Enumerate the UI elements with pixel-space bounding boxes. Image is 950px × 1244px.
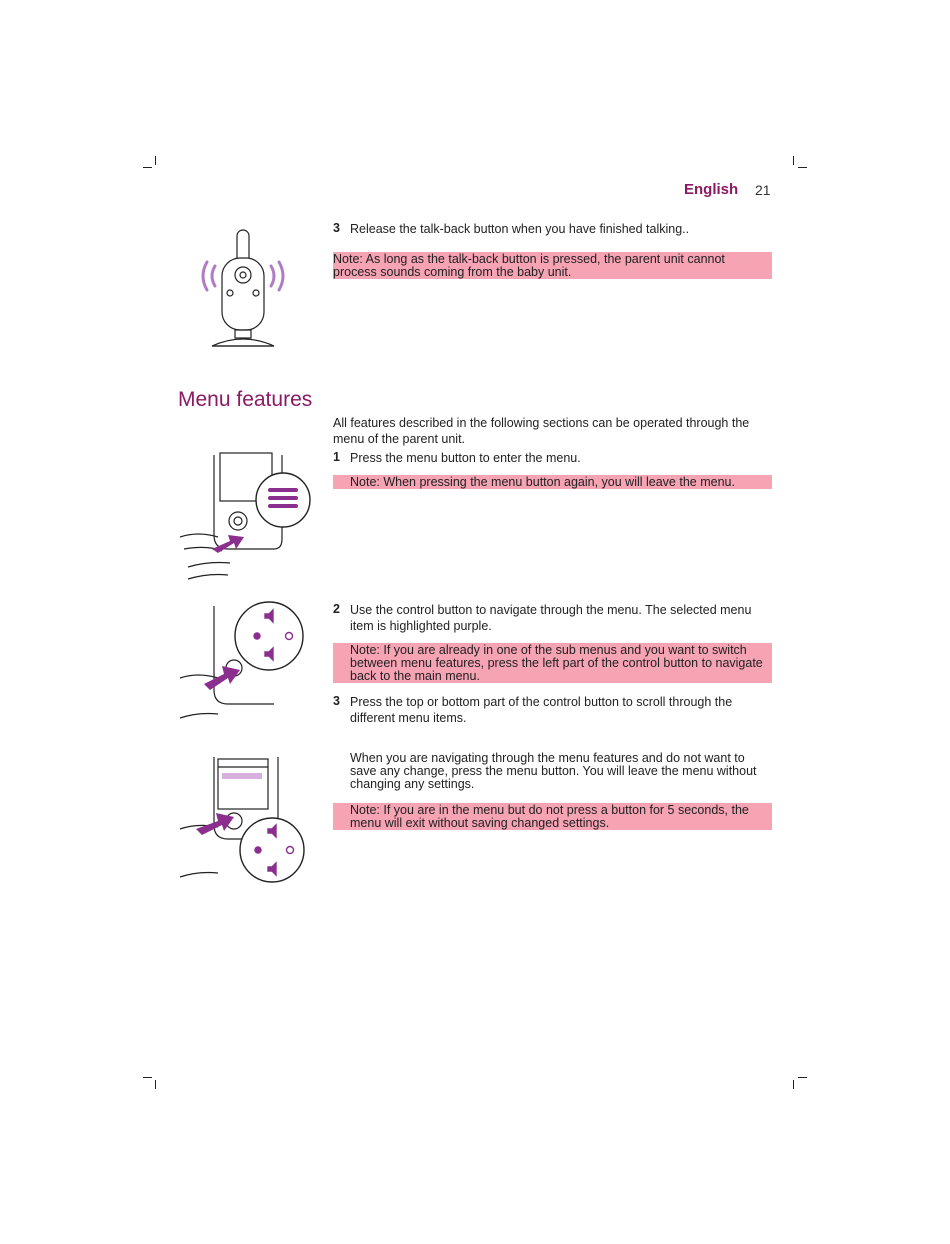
step2-text: Use the control button to navigate through the menu. The selected menu item is highlighted purple.	[350, 603, 752, 633]
parent-unit-screen-illustration	[178, 755, 308, 885]
step2-number: 2	[333, 602, 340, 616]
crop-mark-bottom-left-h	[143, 1077, 152, 1078]
section-title: Menu features	[178, 388, 313, 411]
crop-mark-top-left-v	[155, 156, 156, 165]
leave-menu-text: When you are navigating through the menu features and do not want to save any change, press the menu button. You will leave the menu without changing any settings.	[350, 751, 757, 791]
talkback-step-number: 3	[333, 221, 340, 235]
parent-unit-menu-illustration	[178, 445, 308, 583]
step3-text: Press the top or bottom part of the control button to scroll through the different menu items.	[350, 695, 733, 725]
timeout-note-text: Note: If you are in the menu but do not press a button for 5 seconds, the menu will exit without saving changed settings.	[350, 803, 749, 830]
timeout-note	[333, 803, 772, 830]
baby-unit-illustration	[195, 228, 295, 350]
crop-mark-bottom-right-v	[793, 1080, 794, 1089]
parent-unit-control-illustration	[178, 600, 308, 730]
talkback-note: Note: As long as the talk-back button is pressed, the parent unit cannot process sounds coming from the baby unit.	[333, 252, 772, 279]
page-number: 21	[755, 182, 771, 198]
step1-number: 1	[333, 450, 340, 464]
step2-note-text: Note: If you are already in one of the sub menus and you want to switch between menu features, press the left part of the control button to navigate back to the main menu.	[350, 643, 763, 683]
step1-text: Press the menu button to enter the menu.	[350, 451, 581, 465]
crop-mark-top-left-h	[143, 167, 152, 168]
crop-mark-top-right-v	[793, 156, 794, 165]
step3-number: 3	[333, 694, 340, 708]
header-language: English	[684, 181, 739, 198]
talkback-step-text: Release the talk-back button when you have finished talking..	[350, 222, 690, 236]
crop-mark-bottom-left-v	[155, 1080, 156, 1089]
step2-note	[333, 643, 772, 683]
step1-note-text: Note: When pressing the menu button again, you will leave the menu.	[350, 475, 735, 489]
step1-note	[333, 475, 772, 489]
press-arrow-icon	[204, 666, 240, 690]
menu-intro-text: All features described in the following sections can be operated through the menu of the parent unit.	[333, 416, 750, 446]
crop-mark-top-right-h	[798, 167, 807, 168]
crop-mark-bottom-right-h	[798, 1077, 807, 1078]
